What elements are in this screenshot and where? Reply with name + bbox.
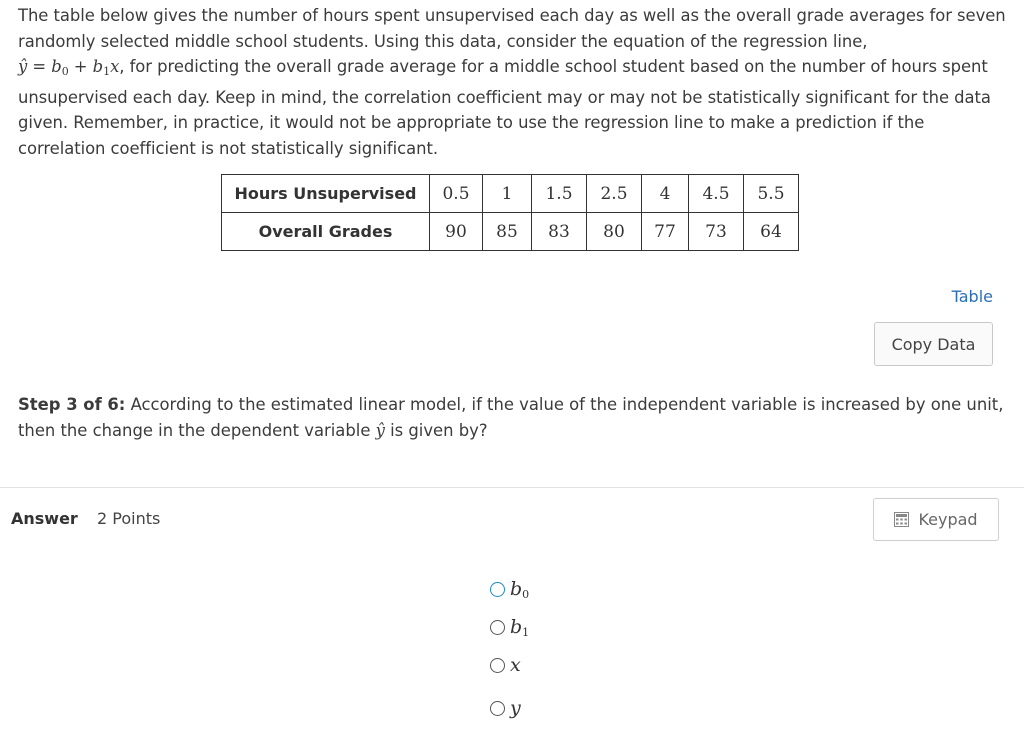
step-question bbox=[18, 392, 1008, 443]
table-cell: 1.5 bbox=[532, 175, 587, 213]
option-y[interactable] bbox=[490, 697, 521, 719]
table-cell: 1 bbox=[483, 175, 532, 213]
radio-x[interactable] bbox=[490, 658, 505, 673]
regression-equation: ŷ = $b_0 + b_1x$ bbox=[18, 57, 120, 78]
prompt-text-2: , for predicting the overall grade average for a middle school student based on the number of hours spent unsupervised each day. Keep in mind, the correlation coefficient may or may not be statistically significant for the data given. Remember, in practice, it would not be appropriate to use the regression line to make a prediction if the correlation coefficient is not statistically significant. bbox=[18, 57, 991, 158]
option-b0-label: $b_0$ bbox=[510, 578, 530, 601]
table-cell: 80 bbox=[587, 213, 642, 251]
points-label: 2 Points bbox=[97, 509, 161, 528]
data-table bbox=[221, 174, 799, 251]
table-cell: 0.5 bbox=[430, 175, 483, 213]
radio-b1[interactable] bbox=[490, 620, 505, 635]
keypad-button[interactable] bbox=[873, 498, 999, 541]
radio-b0[interactable] bbox=[490, 582, 505, 597]
copy-data-button[interactable]: Copy Data bbox=[874, 322, 993, 366]
table-cell: 77 bbox=[642, 213, 689, 251]
step-label: Step 3 of 6: bbox=[18, 395, 126, 414]
option-b1-label: $b_1$ bbox=[510, 616, 530, 639]
radio-y[interactable] bbox=[490, 701, 505, 716]
option-b1[interactable] bbox=[490, 616, 529, 639]
question-prompt bbox=[18, 3, 1008, 161]
table-cell: 4 bbox=[642, 175, 689, 213]
option-b0[interactable] bbox=[490, 578, 529, 601]
table-header-hours: Hours Unsupervised bbox=[222, 175, 430, 213]
table-link[interactable]: Table bbox=[951, 287, 993, 306]
prompt-text-1: The table below gives the number of hours spent unsupervised each day as well as the overall grade averages for seven randomly selected middle school students. Using this data, consider the equation of the regression line, bbox=[18, 6, 1006, 51]
table-cell: 2.5 bbox=[587, 175, 642, 213]
option-y-label: y bbox=[510, 697, 521, 719]
step-text-a: According to the estimated linear model, if the value of the independent variable is increased by one unit, then the change in the dependent variable bbox=[18, 395, 1004, 440]
keypad-label: Keypad bbox=[918, 510, 978, 529]
table-cell: 4.5 bbox=[689, 175, 744, 213]
yhat-symbol: ŷ bbox=[375, 420, 385, 440]
answer-label: Answer bbox=[11, 509, 78, 528]
table-cell: 73 bbox=[689, 213, 744, 251]
table-cell: 64 bbox=[744, 213, 799, 251]
table-cell: 5.5 bbox=[744, 175, 799, 213]
keypad-icon bbox=[894, 512, 909, 527]
table-row-grades bbox=[222, 213, 799, 251]
table-header-grades: Overall Grades bbox=[222, 213, 430, 251]
table-cell: 85 bbox=[483, 213, 532, 251]
table-cell: 90 bbox=[430, 213, 483, 251]
table-cell: 83 bbox=[532, 213, 587, 251]
option-x[interactable] bbox=[490, 654, 521, 676]
option-x-label: x bbox=[510, 654, 521, 676]
step-text-b: is given by? bbox=[384, 420, 488, 440]
table-row-hours bbox=[222, 175, 799, 213]
section-divider bbox=[0, 487, 1024, 488]
